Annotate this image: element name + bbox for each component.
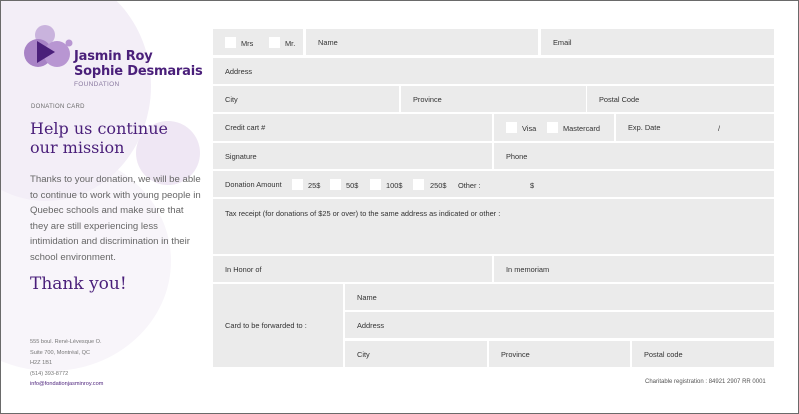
exp-date-separator: / <box>718 124 721 133</box>
amount-250-checkbox[interactable] <box>413 179 424 190</box>
mr-label: Mr. <box>285 39 296 48</box>
forward-province-field[interactable] <box>489 341 630 367</box>
thank-you-text: Thank you! <box>30 274 127 294</box>
forward-city-label: City <box>357 349 370 359</box>
amount-250-label: 250$ <box>430 181 447 190</box>
forward-to-cell <box>213 284 343 367</box>
amount-50-label: 50$ <box>346 181 359 190</box>
mr-checkbox[interactable] <box>269 37 280 48</box>
mrs-label: Mrs <box>241 39 254 48</box>
other-amount-label: Other : <box>458 181 481 190</box>
in-honor-label: In Honor of <box>225 264 262 274</box>
email-field[interactable] <box>541 29 774 55</box>
contact-info <box>30 337 103 390</box>
city-label: City <box>225 94 238 104</box>
forward-address-field[interactable] <box>345 312 774 338</box>
amount-25-checkbox[interactable] <box>292 179 303 190</box>
mastercard-checkbox[interactable] <box>547 122 558 133</box>
email-label: Email <box>553 37 572 47</box>
city-field[interactable] <box>213 86 399 112</box>
exp-date-field[interactable] <box>616 114 774 141</box>
credit-card-field[interactable] <box>213 114 492 141</box>
organization-subtitle: FOUNDATION <box>74 81 120 88</box>
visa-checkbox[interactable] <box>506 122 517 133</box>
signature-field[interactable] <box>213 143 492 169</box>
address-label: Address <box>225 66 253 76</box>
headline <box>30 119 168 157</box>
contact-address-line1: 555 boul. René-Lévesque O. <box>30 339 102 345</box>
forward-province-label: Province <box>501 349 530 359</box>
org-name-line2: Sophie Desmarais <box>74 64 203 79</box>
amount-100-checkbox[interactable] <box>370 179 381 190</box>
signature-label: Signature <box>225 151 257 161</box>
amount-25-label: 25$ <box>308 181 321 190</box>
name-field[interactable] <box>306 29 538 55</box>
province-label: Province <box>413 94 442 104</box>
exp-date-label: Exp. Date <box>628 123 661 132</box>
headline-line2: our mission <box>30 138 125 157</box>
forward-to-label: Card to be forwarded to : <box>225 321 307 330</box>
card-label: DONATION CARD <box>31 104 85 110</box>
tax-receipt-field[interactable] <box>213 199 774 254</box>
organization-name <box>74 49 203 79</box>
forward-name-field[interactable] <box>345 284 774 310</box>
phone-label: Phone <box>506 151 528 161</box>
contact-address-line2: Suite 700, Montréal, QC <box>30 349 91 356</box>
province-field[interactable] <box>401 86 586 112</box>
mastercard-label: Mastercard <box>563 124 600 133</box>
mission-text: Thanks to your donation, we will be able to continue to work with young people in Quebec schools and make sure that they are still experiencing less intimidation and discrimination in their school environment. <box>30 174 201 263</box>
contact-postal: H2Z 1B1 <box>30 360 53 367</box>
forward-postal-label: Postal code <box>644 349 683 359</box>
left-panel <box>1 1 207 414</box>
other-amount-currency[interactable]: $ <box>530 181 535 190</box>
amount-50-checkbox[interactable] <box>330 179 341 190</box>
address-field[interactable] <box>213 58 774 84</box>
in-honor-field[interactable] <box>213 256 492 282</box>
mrs-checkbox[interactable] <box>225 37 236 48</box>
charitable-registration: Charitable registration : 84921 2907 RR 0001 <box>645 379 766 385</box>
amount-100-label: 100$ <box>386 181 403 190</box>
credit-card-label: Credit cart # <box>225 123 266 132</box>
forward-city-field[interactable] <box>345 341 487 367</box>
headline-line1: Help us continue <box>30 119 168 138</box>
forward-address-label: Address <box>357 320 385 330</box>
in-memoriam-field[interactable] <box>494 256 774 282</box>
postal-code-label: Postal Code <box>599 94 640 104</box>
donation-amount-label: Donation Amount <box>225 179 282 189</box>
in-memoriam-label: In memoriam <box>506 264 550 274</box>
visa-label: Visa <box>522 124 537 133</box>
name-label: Name <box>318 37 338 47</box>
phone-field[interactable] <box>494 143 774 169</box>
forward-name-label: Name <box>357 292 377 302</box>
org-name-line1: Jasmin Roy <box>74 49 153 64</box>
foundation-logo-icon <box>23 23 73 73</box>
postal-code-field[interactable] <box>587 86 774 112</box>
tax-receipt-label: Tax receipt (for donations of $25 or over) to the same address as indicated or other : <box>225 209 501 218</box>
contact-email: info@fondationjasminroy.com <box>30 381 104 388</box>
forward-postal-field[interactable] <box>632 341 774 367</box>
contact-phone: (514) 393-8772 <box>30 370 69 377</box>
